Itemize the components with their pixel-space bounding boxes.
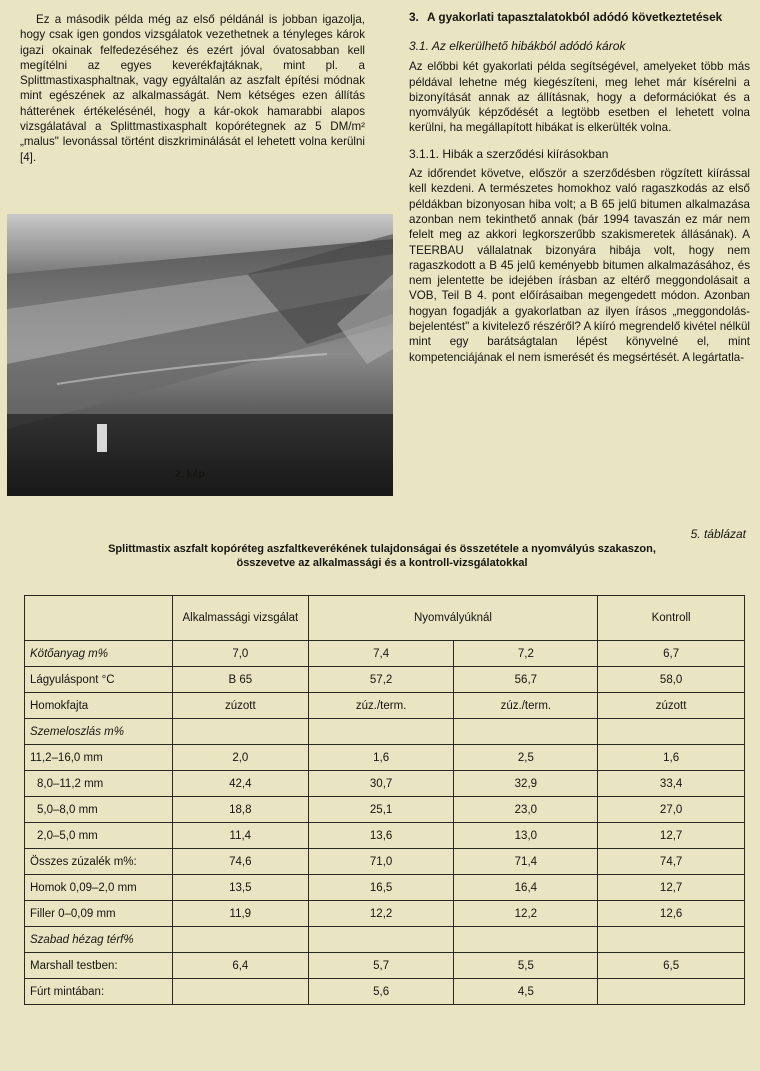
row-label: Marshall testben: — [25, 953, 173, 979]
cell — [598, 979, 745, 1005]
cell: 27,0 — [598, 797, 745, 823]
cell: zúz./term. — [308, 693, 454, 719]
cell: 2,0 — [172, 745, 308, 771]
cell: 16,5 — [308, 875, 454, 901]
cell: 58,0 — [598, 667, 745, 693]
cell: 74,6 — [172, 849, 308, 875]
row-label: 11,2–16,0 mm — [25, 745, 173, 771]
left-column — [20, 12, 365, 165]
row-label: Filler 0–0,09 mm — [25, 901, 173, 927]
cell — [598, 719, 745, 745]
cell: 6,4 — [172, 953, 308, 979]
header-alkalmassagi: Alkalmassági vizsgálat — [172, 596, 308, 641]
cell — [172, 979, 308, 1005]
cell: B 65 — [172, 667, 308, 693]
cell — [598, 927, 745, 953]
subsubsection-title: 3.1.1. Hibák a szerződési kiírásokban — [409, 146, 609, 161]
cell: 5,6 — [308, 979, 454, 1005]
cell: 12,2 — [308, 901, 454, 927]
table-number: 5. táblázat — [690, 527, 746, 541]
cell: zúzott — [598, 693, 745, 719]
cell: 12,2 — [454, 901, 598, 927]
table-row — [25, 745, 745, 771]
header-nyomvalyuknal: Nyomvályúknál — [308, 596, 598, 641]
cell: 2,5 — [454, 745, 598, 771]
row-label: Homok 0,09–2,0 mm — [25, 875, 173, 901]
cell: 12,7 — [598, 823, 745, 849]
cell: 12,7 — [598, 875, 745, 901]
section-title: A gyakorlati tapasztalatokból adódó következtetések — [427, 10, 723, 24]
row-label: Fúrt mintában: — [25, 979, 173, 1005]
cell — [172, 719, 308, 745]
cell: 33,4 — [598, 771, 745, 797]
table-row — [25, 823, 745, 849]
table-row — [25, 849, 745, 875]
right-column — [409, 10, 750, 365]
table-row — [25, 875, 745, 901]
header-blank — [25, 596, 173, 641]
cell: 1,6 — [308, 745, 454, 771]
cell: zúzott — [172, 693, 308, 719]
cell: 7,0 — [172, 641, 308, 667]
cell: 13,0 — [454, 823, 598, 849]
table-row — [25, 771, 745, 797]
cell — [172, 927, 308, 953]
cell: 18,8 — [172, 797, 308, 823]
subsection-title: 3.1. Az elkerülhető hibákból adódó károk — [409, 39, 626, 53]
data-table — [24, 595, 745, 1005]
table-row — [25, 719, 745, 745]
row-label: Összes zúzalék m%: — [25, 849, 173, 875]
subsection-paragraph: Az előbbi két gyakorlati példa segítségével, amelyeket több más példával lehetne még kiegészíteni, meg lehet már kísérelni a bizonyítását annak az állításnak, hogy a deformációkat és a nyomvályúk képződését a legtöbb esetben el lehetett volna kerülni, ha megállapított hibákat is elkerülték volna. — [409, 60, 750, 135]
table-header-row — [25, 596, 745, 641]
cell: 5,7 — [308, 953, 454, 979]
cell: 13,5 — [172, 875, 308, 901]
table-caption-line: Splittmastix aszfalt kopóréteg aszfaltkeverékének tulajdonságai és összetétele a nyomvályús szakaszon, — [108, 543, 656, 555]
header-kontroll: Kontroll — [598, 596, 745, 641]
cell — [454, 719, 598, 745]
cell: 71,0 — [308, 849, 454, 875]
section-heading — [409, 10, 750, 25]
cell: 57,2 — [308, 667, 454, 693]
cell: 5,5 — [454, 953, 598, 979]
cell: 32,9 — [454, 771, 598, 797]
cell: zúz./term. — [454, 693, 598, 719]
cell: 25,1 — [308, 797, 454, 823]
table-caption-line: összevetve az alkalmassági és a kontroll-vizsgálatokkal — [236, 557, 528, 569]
cell: 74,7 — [598, 849, 745, 875]
cell: 1,6 — [598, 745, 745, 771]
table-caption — [22, 542, 742, 570]
table-row — [25, 693, 745, 719]
road-photo-image — [7, 214, 393, 496]
cell: 6,7 — [598, 641, 745, 667]
row-label: Homokfajta — [25, 693, 173, 719]
row-label: 5,0–8,0 mm — [25, 797, 173, 823]
cell: 11,4 — [172, 823, 308, 849]
table-row — [25, 927, 745, 953]
subsubsection-paragraph: Az időrendet követve, először a szerződésben rögzített kiírással kell kezdeni. A természetes homokhoz való ragaszkodás az első példákban bizonyosan hiba volt; a B 65 jelű bitumen alkalmazása azonban nem tekinthető annak (bár 1994 tavaszán ez már nem felelt meg az akkori legkorszerűbb szakismeretek állásának). A TEERBAU vállalatnak bizonyára hibája volt, hogy nem ragaszkodott a B 45 jelű keményebb bitumen alkalmazásához, és nem jelentette be idejében írásban az eltérő meggondolásait a VOB, Teil B 4. pont előírásaiban megengedett módon. Azonban hogyan fogadják a gyakorlatban az ilyen írásos „meggondolás-bejelentést" a kivitelező részéről? A kiíró megrendelő kivétel nélkül mint egy barátságtalan lépést könyvelné el, mint kompetenciájának el nem ismerését és megsértését. A legártatla- — [409, 167, 750, 364]
cell: 11,9 — [172, 901, 308, 927]
cell: 56,7 — [454, 667, 598, 693]
table-row — [25, 641, 745, 667]
cell: 42,4 — [172, 771, 308, 797]
row-label: Szemeloszlás m% — [25, 719, 173, 745]
cell: 71,4 — [454, 849, 598, 875]
cell — [454, 927, 598, 953]
cell: 6,5 — [598, 953, 745, 979]
cell: 7,4 — [308, 641, 454, 667]
cell — [308, 927, 454, 953]
road-photo — [7, 214, 393, 496]
cell: 13,6 — [308, 823, 454, 849]
table-row — [25, 901, 745, 927]
cell: 12,6 — [598, 901, 745, 927]
cell: 16,4 — [454, 875, 598, 901]
body-paragraph: Ez a második példa még az első példánál is jobban igazolja, hogy csak igen gondos vizsgálatok vezethetnek a tényleges károk igazi okainak felfedezéséhez és ezért jóval óvatosabban kell megítélni az egyes keverékfajtáknak, mint pl. a Splittmastixasphaltnak, vagy egyáltalán az aszfalt építési módnak mint egészének az alkalmasságát. Nem kétséges ezen állítás hátterének értékelésénél, hogy a kár-okok hamarabbi alapos vizsgálatával a Splittmastixasphalt kopórétegnek az 5 DM/m² „malus" levonással történt diszkriminálását el lehetett volna kerülni [4]. — [20, 13, 365, 164]
row-label: 2,0–5,0 mm — [25, 823, 173, 849]
cell: 23,0 — [454, 797, 598, 823]
row-label: 8,0–11,2 mm — [25, 771, 173, 797]
table-row — [25, 667, 745, 693]
cell: 30,7 — [308, 771, 454, 797]
row-label: Kötőanyag m% — [25, 641, 173, 667]
section-number: 3. — [409, 10, 419, 24]
table-row — [25, 953, 745, 979]
row-label: Lágyuláspont °C — [25, 667, 173, 693]
cell: 4,5 — [454, 979, 598, 1005]
table-row — [25, 797, 745, 823]
table-row — [25, 979, 745, 1005]
photo-caption: 2. kép — [175, 468, 205, 480]
cell: 7,2 — [454, 641, 598, 667]
cell — [308, 719, 454, 745]
row-label: Szabad hézag térf% — [25, 927, 173, 953]
